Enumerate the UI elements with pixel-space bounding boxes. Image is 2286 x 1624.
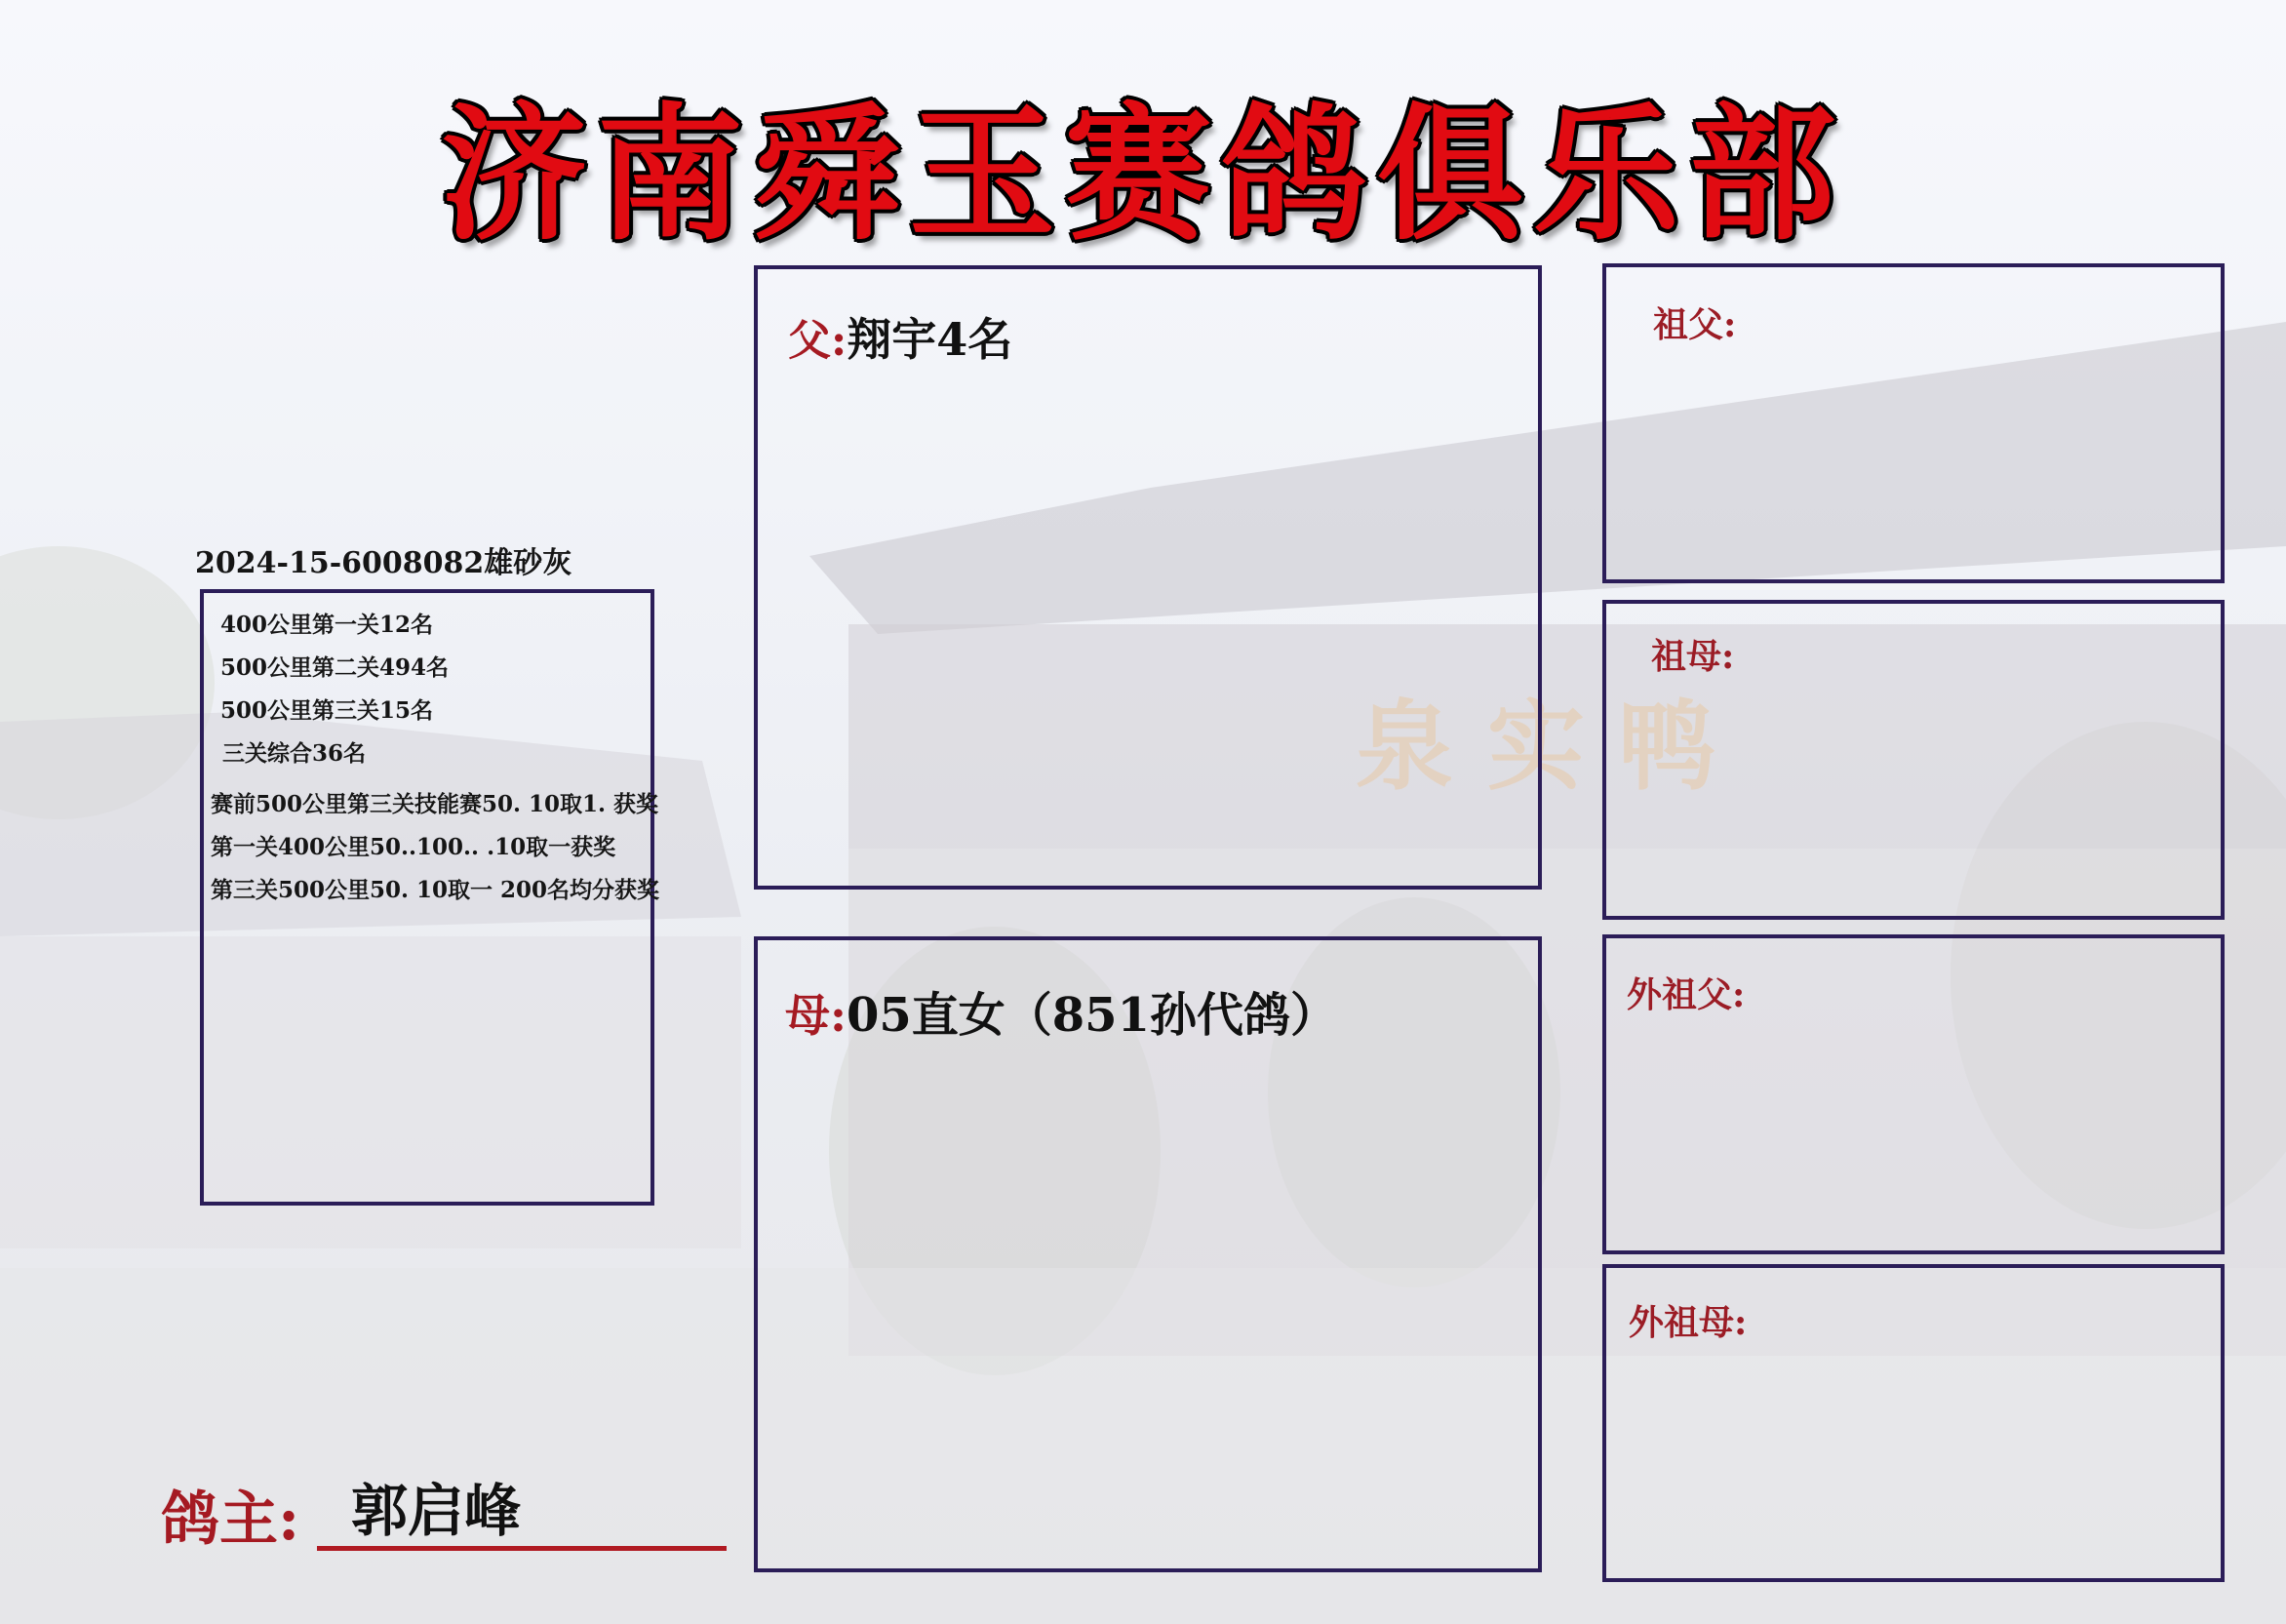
dam-label [785,977,1337,1045]
sire-name: 翔宇4名 [847,313,1013,366]
result-item: 三关综合36名 [222,740,367,767]
page-title: 济南舜玉赛鸽俱乐部 [440,89,1845,260]
ring-id: 2024-15-6008082雄砂灰 [195,546,572,580]
result-item: 第三关500公里50. 10取一 200名均分获奖 [211,877,660,903]
result-item: 500公里第三关15名 [220,697,434,724]
owner-label: 鸽主: [161,1485,300,1554]
owner-underline [317,1546,727,1551]
owner-name: 郭启峰 [351,1478,522,1544]
result-item: 第一关400公里50..100.. .10取一获奖 [211,834,616,860]
dam-label-text: 母: [785,989,847,1042]
paternal-grandmother-label: 祖母: [1651,636,1735,677]
owner-section [161,1473,522,1557]
background-sign-text: 泉 实 鸭 [1356,689,1716,804]
dam-name: 05直女（851孙代鸽） [846,988,1337,1043]
maternal-grandfather-label: 外祖父: [1627,974,1746,1015]
paternal-grandfather-label: 祖父: [1653,304,1737,345]
result-item: 400公里第一关12名 [220,612,434,638]
result-item: 赛前500公里第三关技能赛50. 10取1. 获奖 [211,791,659,817]
sire-label-text: 父: [788,316,847,366]
result-item: 500公里第二关494名 [220,654,450,681]
maternal-grandmother-label: 外祖母: [1629,1302,1748,1343]
sire-label [788,304,1012,369]
